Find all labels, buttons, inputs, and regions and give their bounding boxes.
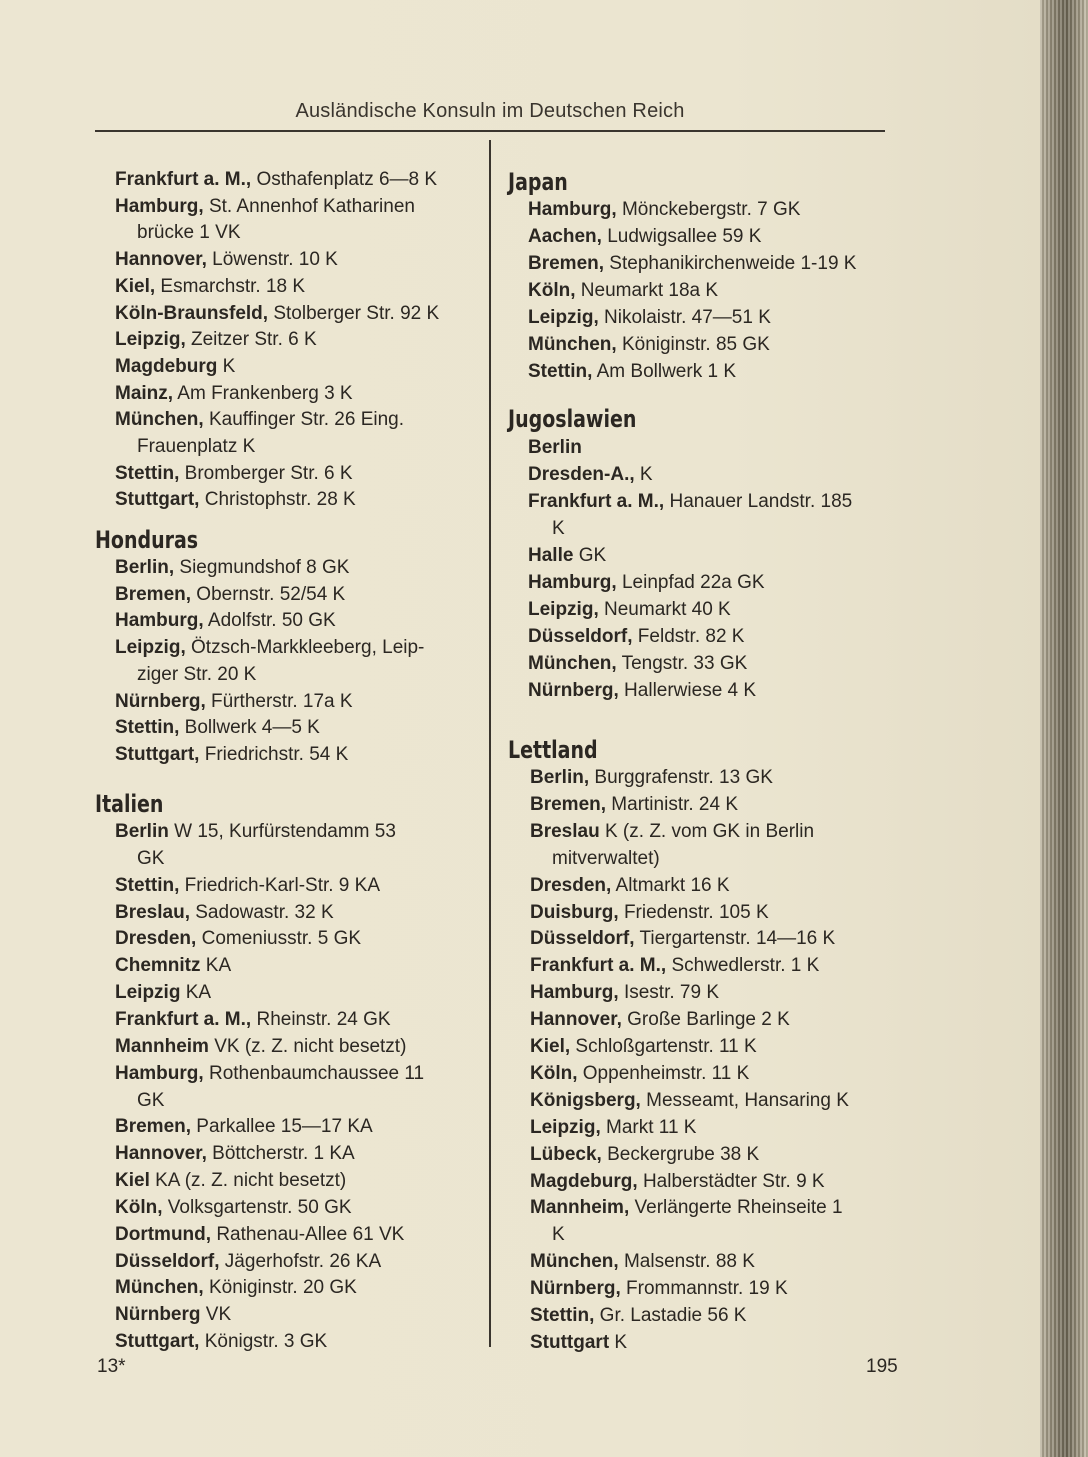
entry-address: St. Annenhof Katharinen xyxy=(203,195,415,217)
directory-entry xyxy=(530,929,835,949)
entry-address: Am Bollwerk 1 K xyxy=(592,361,736,382)
entry-city: Dresden, xyxy=(530,874,612,896)
entry-city: München, xyxy=(528,334,617,355)
entry-city: Leipzig, xyxy=(528,599,599,620)
directory-entry xyxy=(528,438,582,458)
entry-address: Gr. Lastadie 56 K xyxy=(594,1305,747,1326)
entry-address: Verlängerte Rheinseite 1 xyxy=(629,1197,843,1219)
directory-entry xyxy=(115,956,231,976)
directory-entry xyxy=(115,277,305,297)
entry-address: K xyxy=(609,1331,628,1353)
entry-address: Ötzsch-Markkleeberg, Leip- xyxy=(185,637,425,659)
entry-city: Berlin xyxy=(528,437,582,458)
entry-city: Nürnberg, xyxy=(530,1278,621,1300)
entry-address: Halberstädter Str. 9 K xyxy=(637,1170,825,1192)
directory-entry xyxy=(115,1252,381,1272)
directory-entry xyxy=(528,600,731,620)
entry-city: Mannheim xyxy=(115,1035,209,1057)
entry-city: Bremen, xyxy=(115,583,192,605)
directory-entry xyxy=(115,170,437,190)
signature-mark: 13* xyxy=(97,1356,126,1377)
directory-entry xyxy=(115,1144,355,1164)
directory-entry xyxy=(530,795,738,815)
directory-entry xyxy=(530,1333,627,1353)
directory-entry xyxy=(528,281,718,301)
entry-address: KA xyxy=(200,955,232,977)
entry-city: Stettin, xyxy=(115,717,180,739)
directory-entry xyxy=(115,876,380,896)
entry-city: Chemnitz xyxy=(115,955,201,977)
entry-address: Neumarkt 40 K xyxy=(598,599,731,620)
directory-entry xyxy=(115,464,353,484)
directory-entry xyxy=(115,384,353,404)
page-number: 195 xyxy=(866,1356,898,1377)
directory-entry xyxy=(115,745,348,765)
entry-address: Malsenstr. 88 K xyxy=(618,1251,755,1273)
directory-entry xyxy=(115,1037,406,1057)
entry-address: Königstr. 3 GK xyxy=(199,1331,328,1353)
directory-entry xyxy=(530,983,719,1003)
entry-address: Christophstr. 28 K xyxy=(199,489,356,511)
entry-address: Frauenplatz K xyxy=(137,436,256,457)
entry-address: Burggrafenstr. 13 GK xyxy=(589,767,773,788)
entry-city: Hamburg, xyxy=(115,610,204,632)
entry-city: Bremen, xyxy=(115,1116,192,1138)
entry-city: Hannover, xyxy=(115,1143,207,1165)
entry-city: Magdeburg, xyxy=(530,1170,638,1192)
entry-address: Königinstr. 20 GK xyxy=(203,1277,357,1299)
entry-city: Frankfurt a. M., xyxy=(115,1008,252,1030)
entry-address: Friedrich-Karl-Str. 9 KA xyxy=(179,874,380,896)
entry-city: München, xyxy=(115,409,204,431)
directory-entry xyxy=(115,357,235,377)
directory-entry xyxy=(530,876,730,896)
entry-address: GK xyxy=(137,1089,165,1111)
entry-city: München, xyxy=(115,1277,204,1299)
directory-entry xyxy=(115,1225,404,1245)
entry-city: Hamburg, xyxy=(115,195,204,217)
entry-address: Beckergrube 38 K xyxy=(601,1143,760,1165)
directory-entry xyxy=(530,768,773,788)
directory-entry xyxy=(530,903,769,923)
directory-entry-continuation xyxy=(137,1091,164,1111)
entry-city: Dresden, xyxy=(115,928,197,950)
entry-city: Lübeck, xyxy=(530,1143,602,1165)
country-heading-jugoslawien: Jugoslawien xyxy=(508,405,637,433)
directory-entry xyxy=(115,903,334,923)
entry-city: Leipzig xyxy=(115,982,181,1004)
directory-entry xyxy=(528,335,770,355)
directory-entry xyxy=(115,304,439,324)
directory-entry-continuation xyxy=(137,849,164,869)
entry-city: Kiel, xyxy=(115,275,156,297)
directory-entry xyxy=(115,1171,346,1191)
directory-entry xyxy=(530,1064,749,1084)
entry-city: Stuttgart xyxy=(530,1331,610,1353)
entry-city: Stettin, xyxy=(115,874,180,896)
directory-entry xyxy=(115,1332,327,1352)
directory-entry xyxy=(530,1252,755,1272)
directory-entry xyxy=(115,983,211,1003)
entry-city: Leipzig, xyxy=(530,1116,601,1138)
entry-city: Nürnberg, xyxy=(528,680,619,701)
entry-address: Hanauer Landstr. 185 xyxy=(664,491,853,512)
entry-city: Bremen, xyxy=(528,253,605,274)
entry-city: Berlin xyxy=(115,821,169,842)
directory-entry xyxy=(530,1091,849,1111)
directory-entry xyxy=(530,822,814,842)
entry-address: Isestr. 79 K xyxy=(618,982,720,1004)
directory-entry xyxy=(115,692,353,712)
entry-address: Tiergartenstr. 14—16 K xyxy=(634,928,836,950)
directory-entry xyxy=(115,1305,231,1325)
entry-city: Halle xyxy=(528,545,574,566)
entry-city: Königsberg, xyxy=(530,1089,641,1111)
entry-address: Obernstr. 52/54 K xyxy=(191,583,346,605)
entry-address: K xyxy=(552,1224,565,1246)
entry-address: VK xyxy=(200,1304,232,1326)
entry-address: ziger Str. 20 K xyxy=(137,663,257,685)
entry-address: Tengstr. 33 GK xyxy=(616,653,748,674)
entry-city: Hamburg, xyxy=(528,199,617,220)
entry-address: Osthafenplatz 6—8 K xyxy=(251,169,438,190)
entry-city: Hannover, xyxy=(530,1009,622,1031)
directory-entry xyxy=(530,1279,788,1299)
entry-city: Köln-Braunsfeld, xyxy=(115,302,269,324)
entry-address: KA (z. Z. nicht besetzt) xyxy=(149,1170,347,1192)
entry-city: Nürnberg xyxy=(115,1304,201,1326)
entry-city: Köln, xyxy=(530,1062,578,1084)
entry-city: Stettin, xyxy=(115,462,180,484)
directory-entry xyxy=(528,681,756,701)
entry-city: Hamburg, xyxy=(115,1062,204,1084)
entry-address: Stephanikirchenweide 1-19 K xyxy=(604,253,857,274)
entry-city: Hannover, xyxy=(115,249,207,271)
directory-entry xyxy=(528,227,761,247)
entry-address: Am Frankenberg 3 K xyxy=(173,382,353,404)
entry-address: Martinistr. 24 K xyxy=(606,793,739,815)
entry-city: Leipzig, xyxy=(115,329,186,351)
entry-city: Breslau, xyxy=(115,901,190,923)
entry-city: Frankfurt a. M., xyxy=(115,169,252,190)
entry-address: Altmarkt 16 K xyxy=(611,874,730,896)
entry-address: K xyxy=(217,355,236,377)
entry-address: Bromberger Str. 6 K xyxy=(179,462,353,484)
entry-city: Stuttgart, xyxy=(115,743,200,765)
directory-entry xyxy=(115,490,356,510)
directory-entry xyxy=(115,250,338,270)
directory-entry xyxy=(115,1064,424,1084)
entry-city: Düsseldorf, xyxy=(115,1250,220,1272)
entry-address: Oppenheimstr. 11 K xyxy=(577,1062,750,1084)
entry-address: Neumarkt 18a K xyxy=(575,280,719,301)
directory-entry xyxy=(115,1278,357,1298)
directory-entry xyxy=(530,1037,757,1057)
entry-address: Schloßgartenstr. 11 K xyxy=(570,1036,757,1057)
entry-city: Köln, xyxy=(115,1196,163,1218)
directory-entry-continuation xyxy=(137,223,241,243)
entry-address: GK xyxy=(573,545,607,566)
entry-city: Dresden-A., xyxy=(528,464,635,485)
entry-city: Hamburg, xyxy=(528,572,617,593)
entry-address: Frommannstr. 19 K xyxy=(620,1278,788,1300)
entry-address: Hallerwiese 4 K xyxy=(618,680,757,701)
entry-address: mitverwaltet) xyxy=(552,847,660,869)
country-heading-japan: Japan xyxy=(508,168,568,196)
entry-address: Volksgartenstr. 50 GK xyxy=(162,1196,352,1218)
entry-city: Berlin, xyxy=(530,767,590,788)
directory-entry xyxy=(530,1118,696,1138)
entry-city: Magdeburg xyxy=(115,355,218,377)
entry-city: Leipzig, xyxy=(115,637,186,659)
entry-address: W 15, Kurfürstendamm 53 xyxy=(168,821,396,842)
directory-entry xyxy=(530,1198,843,1218)
entry-city: Stettin, xyxy=(528,361,593,382)
directory-entry xyxy=(115,1117,373,1137)
entry-city: Hamburg, xyxy=(530,982,619,1004)
entry-address: Feldstr. 82 K xyxy=(632,626,745,647)
directory-entry xyxy=(528,627,744,647)
directory-entry xyxy=(528,200,800,220)
entry-address: Sadowastr. 32 K xyxy=(189,901,334,923)
directory-entry xyxy=(528,573,765,593)
entry-address: VK (z. Z. nicht besetzt) xyxy=(208,1035,407,1057)
entry-city: Stuttgart, xyxy=(115,1331,200,1353)
entry-address: K xyxy=(634,464,653,485)
entry-city: Kiel, xyxy=(530,1036,571,1057)
directory-entry xyxy=(528,546,606,566)
directory-entry xyxy=(115,929,361,949)
entry-address: Bollwerk 4—5 K xyxy=(179,717,320,739)
directory-entry-continuation xyxy=(552,519,565,539)
directory-entry xyxy=(115,410,404,430)
header-rule xyxy=(95,130,885,132)
entry-address: Böttcherstr. 1 KA xyxy=(206,1143,355,1165)
column-divider xyxy=(489,140,491,1347)
entry-city: Bremen, xyxy=(530,793,607,815)
entry-city: Berlin, xyxy=(115,557,175,578)
entry-address: Stolberger Str. 92 K xyxy=(268,302,440,324)
entry-city: München, xyxy=(530,1251,619,1273)
entry-address: Rathenau-Allee 61 VK xyxy=(211,1223,405,1245)
book-spine xyxy=(1040,0,1088,1457)
directory-entry xyxy=(115,1010,391,1030)
entry-address: Adolfstr. 50 GK xyxy=(203,610,336,632)
directory-entry xyxy=(115,822,396,842)
entry-city: Nürnberg, xyxy=(115,690,206,712)
entry-city: Köln, xyxy=(528,280,576,301)
entry-address: Zeitzer Str. 6 K xyxy=(185,329,317,351)
directory-entry xyxy=(115,638,424,658)
entry-address: Kauffinger Str. 26 Eing. xyxy=(203,409,405,431)
entry-address: K (z. Z. vom GK in Berlin xyxy=(599,820,815,842)
entry-city: München, xyxy=(528,653,617,674)
directory-entry xyxy=(530,956,819,976)
entry-address: KA xyxy=(180,982,212,1004)
entry-address: Markt 11 K xyxy=(600,1116,697,1138)
entry-city: Breslau xyxy=(530,820,600,842)
entry-address: K xyxy=(552,518,565,539)
entry-address: Fürtherstr. 17a K xyxy=(205,690,353,712)
directory-entry xyxy=(528,308,771,328)
entry-address: Mönckebergstr. 7 GK xyxy=(616,199,801,220)
entry-address: GK xyxy=(137,847,165,869)
entry-address: Löwenstr. 10 K xyxy=(206,249,338,271)
directory-entry xyxy=(115,611,336,631)
entry-city: Stuttgart, xyxy=(115,489,200,511)
directory-entry-continuation xyxy=(137,665,256,685)
directory-entry xyxy=(528,362,736,382)
directory-entry xyxy=(530,1145,759,1165)
entry-address: Messeamt, Hansaring K xyxy=(640,1089,849,1111)
entry-address: Rothenbaumchaussee 11 xyxy=(203,1062,425,1084)
directory-entry xyxy=(528,465,653,485)
directory-entry xyxy=(530,1306,746,1326)
entry-address: Rheinstr. 24 GK xyxy=(251,1008,391,1030)
country-heading-honduras: Honduras xyxy=(95,526,199,554)
entry-address: Esmarchstr. 18 K xyxy=(155,275,306,297)
entry-city: Düsseldorf, xyxy=(528,626,633,647)
entry-city: Aachen, xyxy=(528,226,602,247)
entry-address: brücke 1 VK xyxy=(137,222,241,244)
directory-entry xyxy=(530,1010,790,1030)
entry-address: Parkallee 15—17 KA xyxy=(191,1116,373,1138)
entry-address: Schwedlerstr. 1 K xyxy=(666,955,820,977)
entry-city: Mainz, xyxy=(115,382,174,404)
entry-address: Friedenstr. 105 K xyxy=(618,901,769,923)
entry-address: Ludwigsallee 59 K xyxy=(601,226,762,247)
entry-address: Nikolaistr. 47—51 K xyxy=(598,307,771,328)
directory-entry-continuation xyxy=(552,849,660,869)
entry-address: Königinstr. 85 GK xyxy=(616,334,770,355)
entry-address: Friedrichstr. 54 K xyxy=(199,743,349,765)
entry-city: Kiel xyxy=(115,1170,150,1192)
entry-city: Duisburg, xyxy=(530,901,619,923)
directory-entry xyxy=(115,197,415,217)
entry-address: Große Barlinge 2 K xyxy=(621,1009,790,1031)
directory-entry xyxy=(530,1172,825,1192)
directory-entry xyxy=(528,254,856,274)
country-heading-lettland: Lettland xyxy=(508,736,598,764)
entry-address: Jägerhofstr. 26 KA xyxy=(219,1250,382,1272)
entry-city: Frankfurt a. M., xyxy=(528,491,665,512)
directory-entry xyxy=(115,558,349,578)
page-header: Ausländische Konsuln im Deutschen Reich xyxy=(295,100,685,122)
entry-address: Comeniusstr. 5 GK xyxy=(196,928,362,950)
entry-city: Düsseldorf, xyxy=(530,928,635,950)
entry-city: Stettin, xyxy=(530,1305,595,1326)
entry-city: Frankfurt a. M., xyxy=(530,955,667,977)
entry-city: Mannheim, xyxy=(530,1197,630,1219)
entry-city: Leipzig, xyxy=(528,307,599,328)
directory-entry-continuation xyxy=(552,1225,565,1245)
directory-entry-continuation xyxy=(137,437,255,457)
directory-entry xyxy=(115,718,320,738)
directory-entry xyxy=(528,654,747,674)
directory-entry xyxy=(528,492,852,512)
directory-entry xyxy=(115,1198,352,1218)
directory-entry xyxy=(115,330,317,350)
entry-address: Leinpfad 22a GK xyxy=(616,572,765,593)
entry-address: Siegmundshof 8 GK xyxy=(174,557,350,578)
country-heading-italien: Italien xyxy=(95,790,164,818)
entry-city: Dortmund, xyxy=(115,1223,212,1245)
directory-entry xyxy=(115,585,345,605)
